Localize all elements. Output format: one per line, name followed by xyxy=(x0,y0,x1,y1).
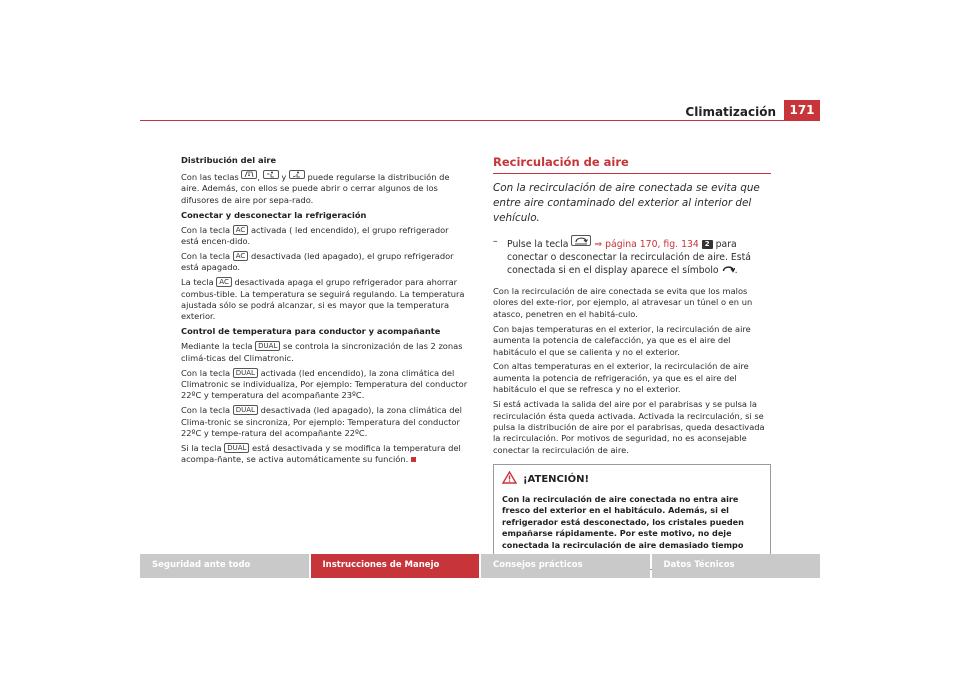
windshield-air-key-icon xyxy=(241,170,257,179)
paragraph-cooling-save: La tecla AC desactivada apaga el grupo refrigerador para ahorrar combus-tible. La temperatura se seguirá regulando. La temperatura ajustada sólo se podrá alcanzar, si es mayor que la temperatura exterior. xyxy=(181,277,465,322)
dual-key: DUAL xyxy=(224,443,249,453)
recirculation-symbol-icon xyxy=(722,265,735,276)
paragraph-dual-sync: Mediante la tecla DUAL se controla la sincronización de las 2 zonas climá-ticas del Climatronic. xyxy=(181,341,463,363)
section-subtitle: Con la recirculación de aire conectada se evita que entre aire contaminado del exterior al interior del vehículo. xyxy=(493,182,760,224)
paragraph-recirc-2: Con bajas temperaturas en el exterior, la recirculación de aire aumenta la potencia de calefacción, ya que es el aire del habitáculo el que se calienta y no el exterior. xyxy=(493,323,751,357)
ac-key: AC xyxy=(216,277,232,287)
figure-callout-number: 2 xyxy=(702,240,713,249)
warning-text: Con la recirculación de aire conectada no entra aire fresco del exterior en el habitáculo. Además, si el refrigerador está desconectado, los cristales pueden empañarse rápidamente. Por este motivo, no deje conectada la recirculación de aire demasiado tiempo xyxy=(502,493,744,550)
warning-title: ¡ATENCIÓN! xyxy=(523,473,590,485)
dual-key: DUAL xyxy=(255,341,280,351)
ac-key: AC xyxy=(233,251,249,261)
dual-key: DUAL xyxy=(233,405,258,415)
paragraph-cooling-on: Con la tecla AC activada ( led encendido), el grupo refrigerador está encen-dido. xyxy=(181,224,449,246)
ac-key: AC xyxy=(233,225,249,235)
paragraph-dual-off: Con la tecla DUAL desactivada (led apagado), la zona climática del Clima-tronic se sincroniza, Por ejemplo: Temperatura del conductor 22ºC y tempe-ratura del acompañante 22ºC. xyxy=(181,405,462,439)
chapter-title: Climatización xyxy=(685,105,776,119)
page-reference-link[interactable]: ⇒ página 170, fig. 134 xyxy=(594,239,699,250)
heading-temperature-control: Control de temperatura para conductor y acompañante xyxy=(181,326,441,337)
section-title: Recirculación de aire xyxy=(493,155,771,174)
footer-tab-safety[interactable]: Seguridad ante todo xyxy=(140,554,309,578)
footer-tab-operating-instructions[interactable]: Instrucciones de Manejo xyxy=(311,554,480,578)
dual-key: DUAL xyxy=(233,368,258,378)
footer-tab-practical-tips[interactable]: Consejos prácticos xyxy=(481,554,650,578)
recirculation-key-icon xyxy=(571,235,591,246)
page-number: 171 xyxy=(784,100,820,120)
upper-air-key-icon xyxy=(263,170,279,179)
footer-tab-technical-data[interactable]: Datos Técnicos xyxy=(652,554,821,578)
warning-triangle-icon xyxy=(502,471,517,487)
heading-air-distribution: Distribución del aire xyxy=(181,155,277,165)
paragraph-recirc-1: Con la recirculación de aire conectada se evita que los malos olores del exte-rior, por ejemplo, al atravesar un túnel o en un atasco, penetren en el habitá-culo. xyxy=(493,286,753,319)
footer-navigation xyxy=(140,554,820,578)
right-column xyxy=(493,155,771,570)
paragraph-cooling-off: Con la tecla AC desactivada (led apagado), el grupo refrigerador está apagado. xyxy=(181,250,454,273)
paragraph-dual-on: Con la tecla DUAL activada (led encendido), la zona climática del Climatronic se individualiza, Por ejemplo: Temperatura del conductor 22ºC y temperatura del acompañante 23ºC. xyxy=(181,367,468,401)
paragraph-dual-auto: Si la tecla DUAL está desactivada y se modifica la temperatura del acompa-ñante, se activa automáticamente su función. xyxy=(181,442,461,465)
paragraph-recirc-4: Si está activada la salida del aire por el parabrisas y se pulsa la recirculación ésta queda activada. Activada la recirculación, si se pulsa la distribución de aire por el parabrisas, queda desactivada la recirculación. Por motivos de seguridad, no es aconsejable conectar la recirculación de aire. xyxy=(493,399,765,455)
left-column xyxy=(181,155,468,469)
step-dash: – xyxy=(493,236,498,247)
paragraph-air-distribution: Con las teclas , y puede regularse la distribución de aire. Además, con ellos se puede abrir o cerrar algunos de los difusores de aire por sepa-rado. xyxy=(181,171,450,205)
footwell-air-key-icon xyxy=(289,170,305,179)
instruction-step: – Pulse la tecla ⇒ página 170, fig. 134 2 para conectar o desconectar la recirculación de aire. Está conectada si en el display aparece el símbolo . xyxy=(493,236,751,276)
paragraph-recirc-3: Con altas temperaturas en el exterior, la recirculación de aire aumenta la potencia de refrigeración, ya que es el aire del habitáculo el que se refresca y no el exterior. xyxy=(493,361,749,395)
section-end-mark xyxy=(411,457,416,462)
heading-cooling: Conectar y desconectar la refrigeración xyxy=(181,209,367,220)
header-divider xyxy=(140,120,820,121)
